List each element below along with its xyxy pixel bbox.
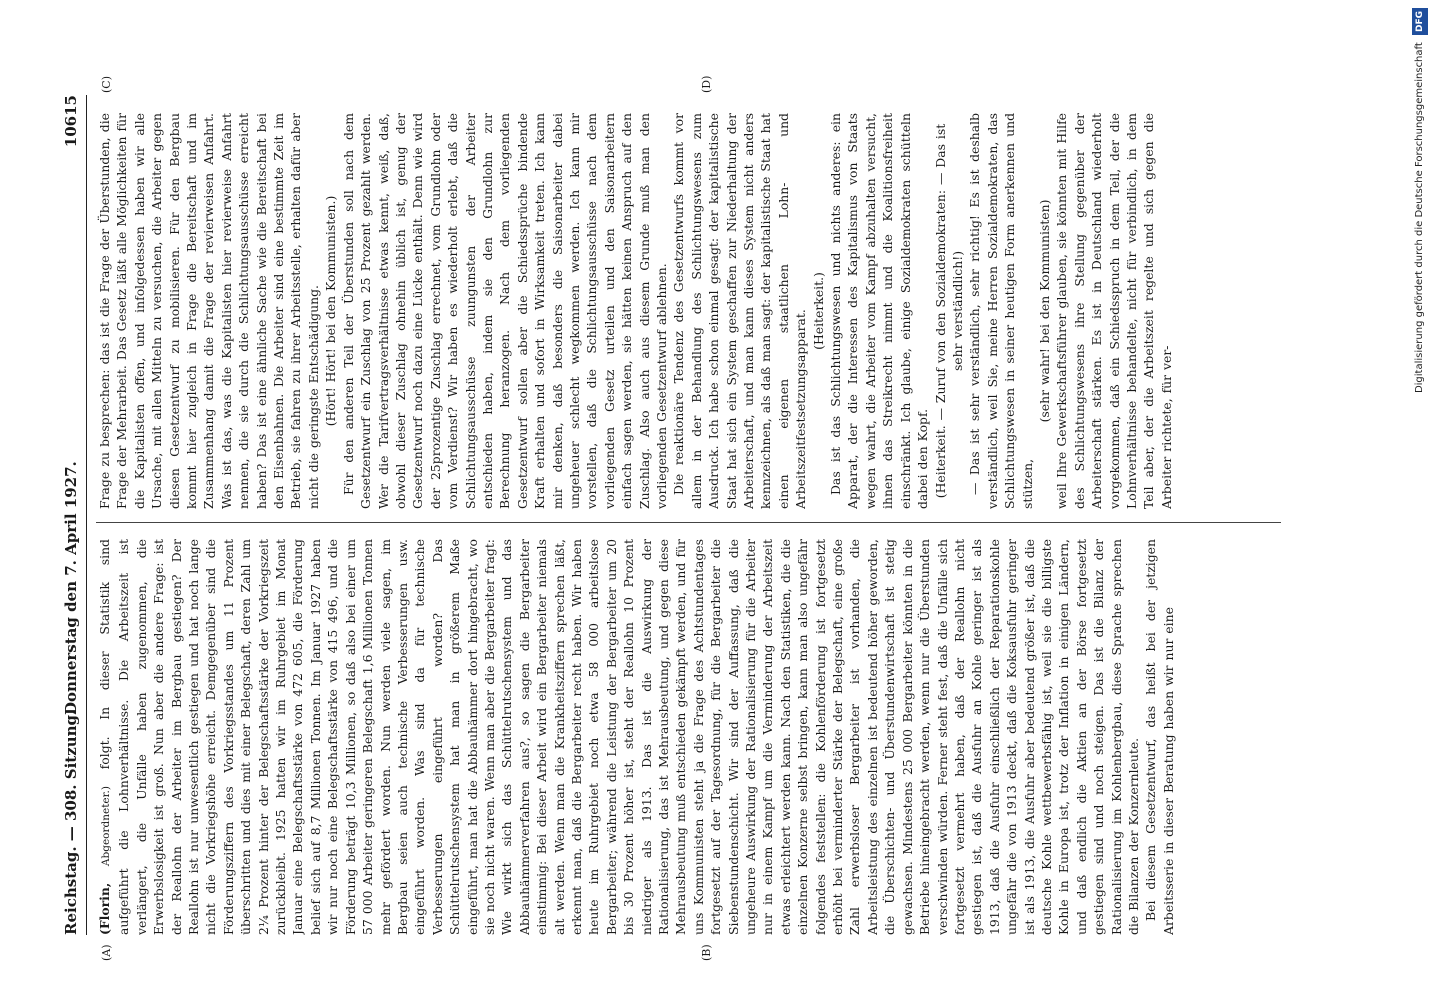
speech-text: Das ist das Schlichtungswesen und nichts anderes: ein Apparat, der die Interessen des Kapitalismus von Staats wegen wahrt, die Arbeiter vom Kampf abzuhalten versucht, ihnen das Streikrecht nimmt und die Koalitionsfreiheit einschränkt. Ich glaube, einige Sozialdemokraten schütteln dabei den Kopf. [828, 113, 931, 509]
speech-text: Die reaktionäre Tendenz des Gesetzentwurfs kommt vor allem in der Behandlung des Schlichtungswesens zum Ausdruck. Ich habe schon einmal gesagt: der kapitalistische Staat hat sich ein System geschaffen zur Niederhaltung der Arbeiterschaft, und man kann dieses System nicht anders kennzeichnen, als daß man sagt: der kapitalistische Staat hat einen eigenen staatlichen Lohn- und Arbeitszeitfestsetzungsapparat. [671, 113, 809, 509]
interjection-text: (Hört! Hört! bei den Kommunisten.) [323, 195, 339, 427]
speech-paragraph [340, 113, 671, 509]
margin-marker-a: (A) [100, 944, 113, 961]
margin-marker-c: (C) [100, 76, 113, 93]
speech-paragraph [1142, 539, 1177, 935]
speech-text: Für den anderen Teil der Überstunden soll nach dem Gesetzentwurf ein Zuschlag von 25 Prozent gezahlt werden. Wer die Tarifvertragsverhältnisse etwas kennt, weiß, daß, obwohl dieser Zuschlag ohnehin üblich ist, genug der Gesetzentwurf noch dazu eine Lücke enthält. Denn wie wird der 25prozentige Zuschlag errechnet, vom Grundlohn oder vom Verdienst? Wir haben es wiederholt erlebt, daß die Schlichtungsausschüsse zuungunsten der Arbeiter entschieden haben, indem sie den Grundlohn zur Berechnung heranzogen. Nach dem vorliegenden Gesetzentwurf sollen aber die Schiedssprüche bindende Kraft erhalten und sofort in Wirksamkeit treten. Ich kann mir denken, daß besonders die Saisonarbeiter dabei ungeheuer schlecht wegkommen werden. Ich kann mir vorstellen, daß die Schlichtungsausschüsse nach dem vorliegenden Gesetz urteilen und den Saisonarbeitern einfach sagen werden, sie hätten keinen Anspruch auf den Zuschlag. Also auch aus diesem Grunde muß man den vorliegenden Gesetzentwurf ablehnen. [340, 113, 669, 509]
dfg-watermark [1412, 8, 1428, 698]
speech-text: folgt. In dieser Statistik sind aufgeführt die Lohnverhältnisse. Die Arbeitszeit ist verlängert, die Unfälle haben zugenommen, die Erwerbslosigkeit ist groß. Nun aber die andere Frage: ist der Reallohn der Arbeiter im Bergbau gestiegen? Der Reallohn ist nur unwesentlich gestiegen und hat noch lange nicht die Vorkriegshöhe erreicht. Demgegenüber sind die Förderungsziffern des Vorkriegsstandes um 11 Prozent überschritten und dies mit einer Belegschaft, deren Zahl um 2¼ Prozent hinter der Belegschaftsstärke der Vorkriegszeit zurückbleibt. 1925 hatten wir im Ruhrgebiet im Monat Januar eine Belegschaftsstärke von 472 605, die Förderung belief sich auf 8,7 Millionen Tonnen. Im Januar 1927 haben wir nur noch eine Belegschaftsstärke von 415 496, und die Förderung beträgt 10,3 Millionen, so daß also bei einer um 57 000 Arbeiter geringeren Belegschaft 1,6 Millionen Tonnen mehr gefördert worden. Nun werden viele sagen, im Bergbau seien auch technische Verbesserungen usw. eingeführt worden. Was sind da für technische Verbesserungen eingeführt worden? Das Schüttelrutschensystem hat man in größerem Maße eingeführt, man hat die Abbauhämmer dort hingebracht, wo sie noch nicht waren. Wenn man aber die Bergarbeiter fragt: Wie wirkt sich das Schüttelrutschensystem und das Abbauhämmerverfahren aus?, so sagen die Bergarbeiter einstimmig: Bei dieser Arbeit wird ein Bergarbeiter niemals alt werden. Wenn man die Krankheitsziffern sprechen läßt, erkennt man, daß die Bergarbeiter recht haben. Wir haben heute im Ruhrgebiet noch etwa 58 000 arbeitslose Bergarbeiter; während die Leistung der Bergarbeiter um 20 bis 30 Prozent höher ist, steht der Reallohn 10 Prozent niedriger als 1913. Das ist die Auswirkung der Rationalisierung, das ist Mehrausbeutung, und gegen diese Mehrausbeutung muß entschieden gekämpft werden, und für uns Kommunisten steht ja die Frage des Achtstundentages fortgesetzt auf der Tagesordnung, für die Bergarbeiter die Siebenstundenschicht. Wir sind der Auffassung, daß die ungeheure Auswirkung der Rationalisierung für die Arbeiter nur in einem Kampf um die Verminderung der Arbeitszeit etwas erleichtert werden kann. Nach den Statistiken, die die einzelnen Konzerne selbst bringen, kann man also ungefähr folgendes feststellen: die Kohlenförderung ist fortgesetzt erhöht bei verminderter Stärke der Belegschaft, eine große Zahl erwerbsloser Bergarbeiter ist vorhanden, die Arbeitsleistung des einzelnen ist bedeutend höher geworden, die Überschichten- und Überstundenwirtschaft ist stetig gewachsen. Mindestens 25 000 Bergarbeiter könnten in die Betriebe hineingebracht werden, wenn nur die Überstunden verschwinden würden. Ferner steht fest, daß die Unfälle sich fortgesetzt vermehrt haben, daß der Reallohn nicht gestiegen ist, daß die Ausfuhr an Kohle geringer ist als 1913, daß die Ausfuhr einschließlich der Reparationskohle ungefähr die von 1913 deckt, daß die Koksausfuhr geringer ist als 1913, die Ausfuhr aber bedeutend größer ist, daß die deutsche Kohle wettbewerbsfähig ist, weil sie die billigste Kohle in Europa ist, trotz der Inflation in einigen Ländern, und daß endlich die Aktien an der Börse fortgesetzt gestiegen sind und noch steigen. Das ist die Bilanz der Rationalisierung im Kohlenbergbau, diese Sprache sprechen die Bilanzen der Konzernleute. [97, 539, 1141, 935]
interjection [1036, 113, 1053, 509]
rotated-page [60, 75, 1290, 961]
speech-text: Frage zu besprechen: das ist die Frage der Überstunden, die Frage der Mehrarbeit. Das Gesetz läßt alle Möglichkeiten für die Kapitalisten offen, und infolgedessen haben wir alle Ursache, mit allen Mitteln zu versuchen, die Arbeiter gegen diesen Gesetzentwurf zu mobilisieren. Für den Bergbau kommt hier zugleich in Frage die Bereitschaft und im Zusammenhang damit die Frage der revierweisen Anfahrt. Was ist das, was die Kapitalisten hier revierweise Anfahrt nennen, die sie durch die Schlichtungsausschüsse erreicht haben? Das ist eine ähnliche Sache wie die Bereitschaft bei den Eisenbahnen. Die Arbeiter sind eine bestimmte Zeit im Betrieb, sie fahren zu ihrer Arbeitsstelle, erhalten dafür aber nicht die geringste Entschädigung. [97, 113, 321, 509]
left-column [96, 539, 1286, 935]
speech-paragraph [827, 113, 931, 509]
interjection-text: (Heiterkeit.) [810, 272, 826, 350]
header-date: Donnerstag den 7. April 1927. [62, 461, 80, 715]
speech-paragraph [96, 113, 322, 509]
speech-text: Bei diesem Gesetzentwurf, das heißt bei der jetzigen Arbeitsserie in dieser Beratung haben wir nur eine [1143, 539, 1176, 935]
speaker-name: (Florin, [97, 882, 112, 935]
page-header [60, 95, 87, 935]
speech-paragraph [966, 113, 1036, 509]
interjection [322, 113, 339, 509]
right-column [96, 113, 1286, 509]
speaker-role: Abgeordneter.) [100, 786, 112, 867]
speech-text: — Das ist sehr verständlich, sehr richtig! Es ist deshalb verständlich, weil Sie, meine Herren Sozialdemokraten, das Schlichtungswesen in seiner heutigen Form anerkennen und stützen, [967, 113, 1035, 509]
speech-text: weil Ihre Gewerkschaftsführer glauben, sie könnten mit Hilfe des Schlichtungswesens ihre Stellung gegenüber der Arbeiterschaft stärken. Es ist in Deutschland wiederholt vorgekommen, daß ein Schiedsspruch in dem Teil, der die Lohnverhältnisse behandelte, nicht für verbindlich, in dem Teil aber, der die Arbeitszeit regelte und sich gegen die Arbeiter richtete, für ver- [1054, 113, 1174, 509]
watermark-text: Digitalisierung gefördert durch die Deutsche Forschungsgemeinschaft [1414, 42, 1425, 394]
interjection [810, 113, 827, 509]
page-number: 10615 [62, 95, 80, 148]
speech-paragraph [1053, 113, 1175, 509]
interjection [932, 113, 967, 509]
margin-marker-b: (B) [700, 944, 713, 961]
column-divider [96, 522, 1281, 523]
speech-paragraph [670, 113, 809, 509]
dfg-logo: DFG [1412, 8, 1428, 35]
header-left: Reichstag. — 308. Sitzung. [62, 709, 80, 935]
speech-paragraph [96, 539, 1142, 935]
margin-marker-d: (D) [700, 75, 713, 93]
interjection-text: (Heiterkeit. — Zuruf von den Sozialdemokraten: — Das ist sehr verständlich!) [932, 123, 965, 499]
interjection-text: (sehr wahr! bei den Kommunisten) [1036, 199, 1052, 423]
